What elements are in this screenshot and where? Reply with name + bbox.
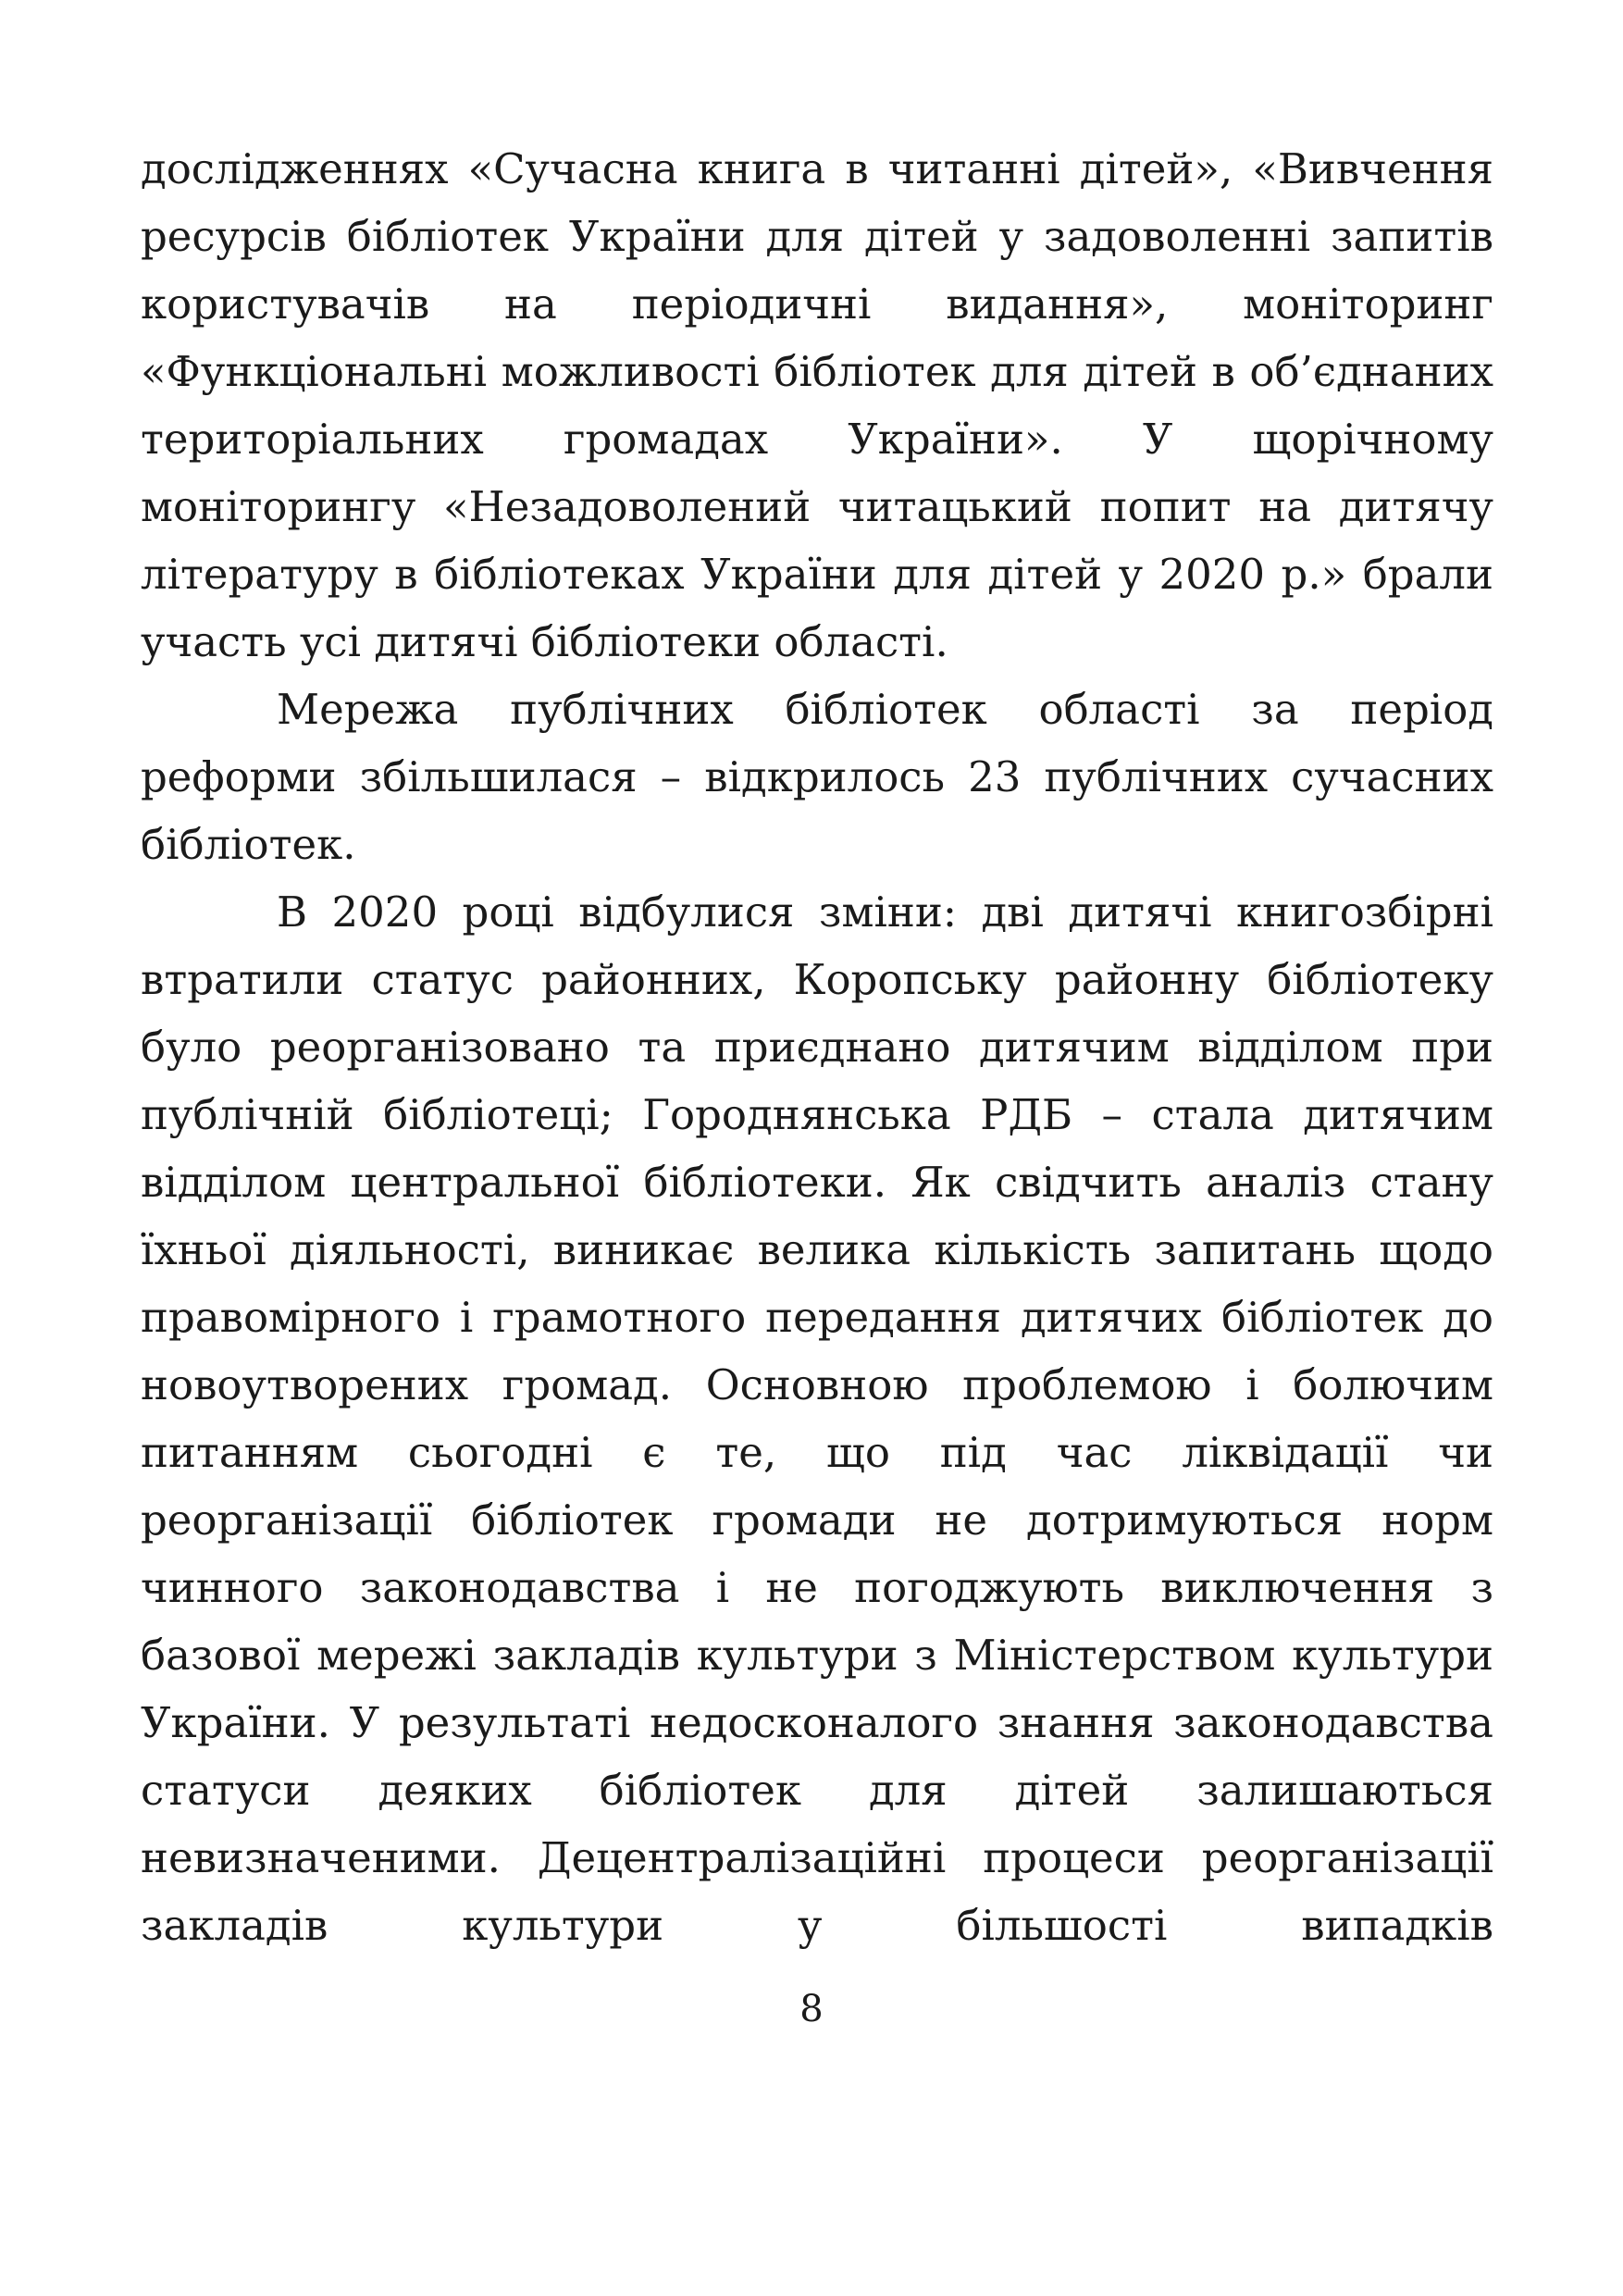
page-number: 8: [799, 1988, 824, 2030]
body-text: [141, 135, 1493, 1959]
paragraph-research-participation: дослідженнях «Сучасна книга в читанні дітей», «Вивчення ресурсів бібліотек України для дітей у задоволенні запитів користувачів на періодичні видання», моніторинг «Функціональні можливості бібліотек для дітей в об’єднаних територіальних громадах України». У щорічному моніторингу «Незадоволений читацький попит на дитячу літературу в бібліотеках України для дітей у 2020 р.» брали участь усі дитячі бібліотеки області.: [141, 144, 1493, 666]
paragraph-2020-changes: В 2020 році відбулися зміни: дві дитячі книгозбірні втратили статус районних, Коропську районну бібліотеку було реорганізовано та приєднано дитячим відділом при публічній бібліотеці; Городнянська РДБ – стала дитячим відділом центральної бібліотеки. Як свідчить аналіз стану їхньої діяльності, виникає велика кількість запитань щодо правомірного і грамотного передання дитячих бібліотек до новоутворених громад. Основною проблемою і болючим питанням сьогодні є те, що під час ліквідації чи реорганізації бібліотек громади не дотримуються норм чинного законодавства і не погоджують виключення з базової мережі закладів культури з Міністерством культури України. У результаті недосконалого знання законодавства статуси деяких бібліотек для дітей залишаються невизначеними. Децентралізаційні процеси реорганізації закладів культури у більшості випадків: [141, 887, 1493, 1950]
paragraph-library-network: Мережа публічних бібліотек області за період реформи збільшилася – відкрилось 23 публічних сучасних бібліотек.: [141, 685, 1493, 869]
